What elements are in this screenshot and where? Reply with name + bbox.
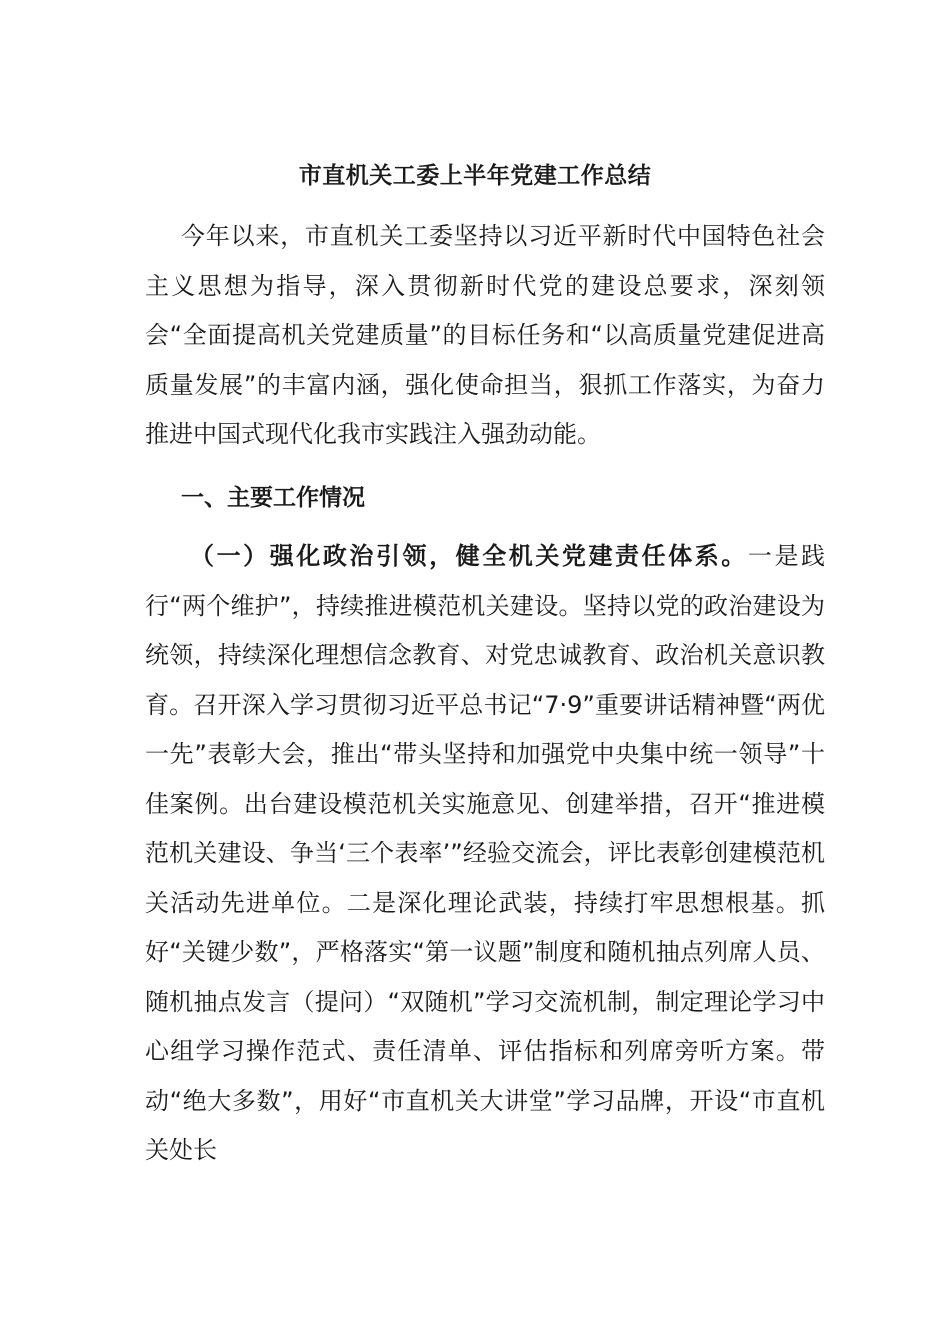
- document-title: 市直机关工委上半年党建工作总结: [298, 163, 652, 189]
- subsection-lead: （一）强化政治引领，健全机关党建责任体系。: [190, 542, 748, 570]
- intro-paragraph: 今年以来，市直机关工委坚持以习近平新时代中国特色社会主义思想为指导，深入贯彻新时代党的建设总要求，深刻领会“全面提高机关党建质量”的目标任务和“以高质量党建促进高质量发展”的丰富内涵，强化使命担当，狠抓工作落实，为奋力推进中国式现代化我市实践注入强劲动能。: [145, 222, 825, 448]
- section-heading: 一、主要工作情况: [181, 485, 365, 511]
- subsection-paragraph: [145, 532, 825, 1176]
- subsection-body: 一是践行“两个维护”，持续推进模范机关建设。坚持以党的政治建设为统领，持续深化理想信念教育、对党忠诚教育、政治机关意识教育。召开深入学习贯彻习近平总书记“7·9”重要讲话精神暨“两优一先”表彰大会，推出“带头坚持和加强党中央集中统一领导”十佳案例。出台建设模范机关实施意见、创建举措，召开“推进模范机关建设、争当‘三个表率’”经验交流会，评比表彰创建模范机关活动先进单位。二是深化理论武装，持续打牢思想根基。抓好“关键少数”，严格落实“第一议题”制度和随机抽点列席人员、随机抽点发言（提问）“双随机”学习交流机制，制定理论学习中心组学习操作范式、责任清单、评估指标和列席旁听方案。带动“绝大多数”，用好“市直机关大讲堂”学习品牌，开设“市直机关处长: [145, 542, 826, 1164]
